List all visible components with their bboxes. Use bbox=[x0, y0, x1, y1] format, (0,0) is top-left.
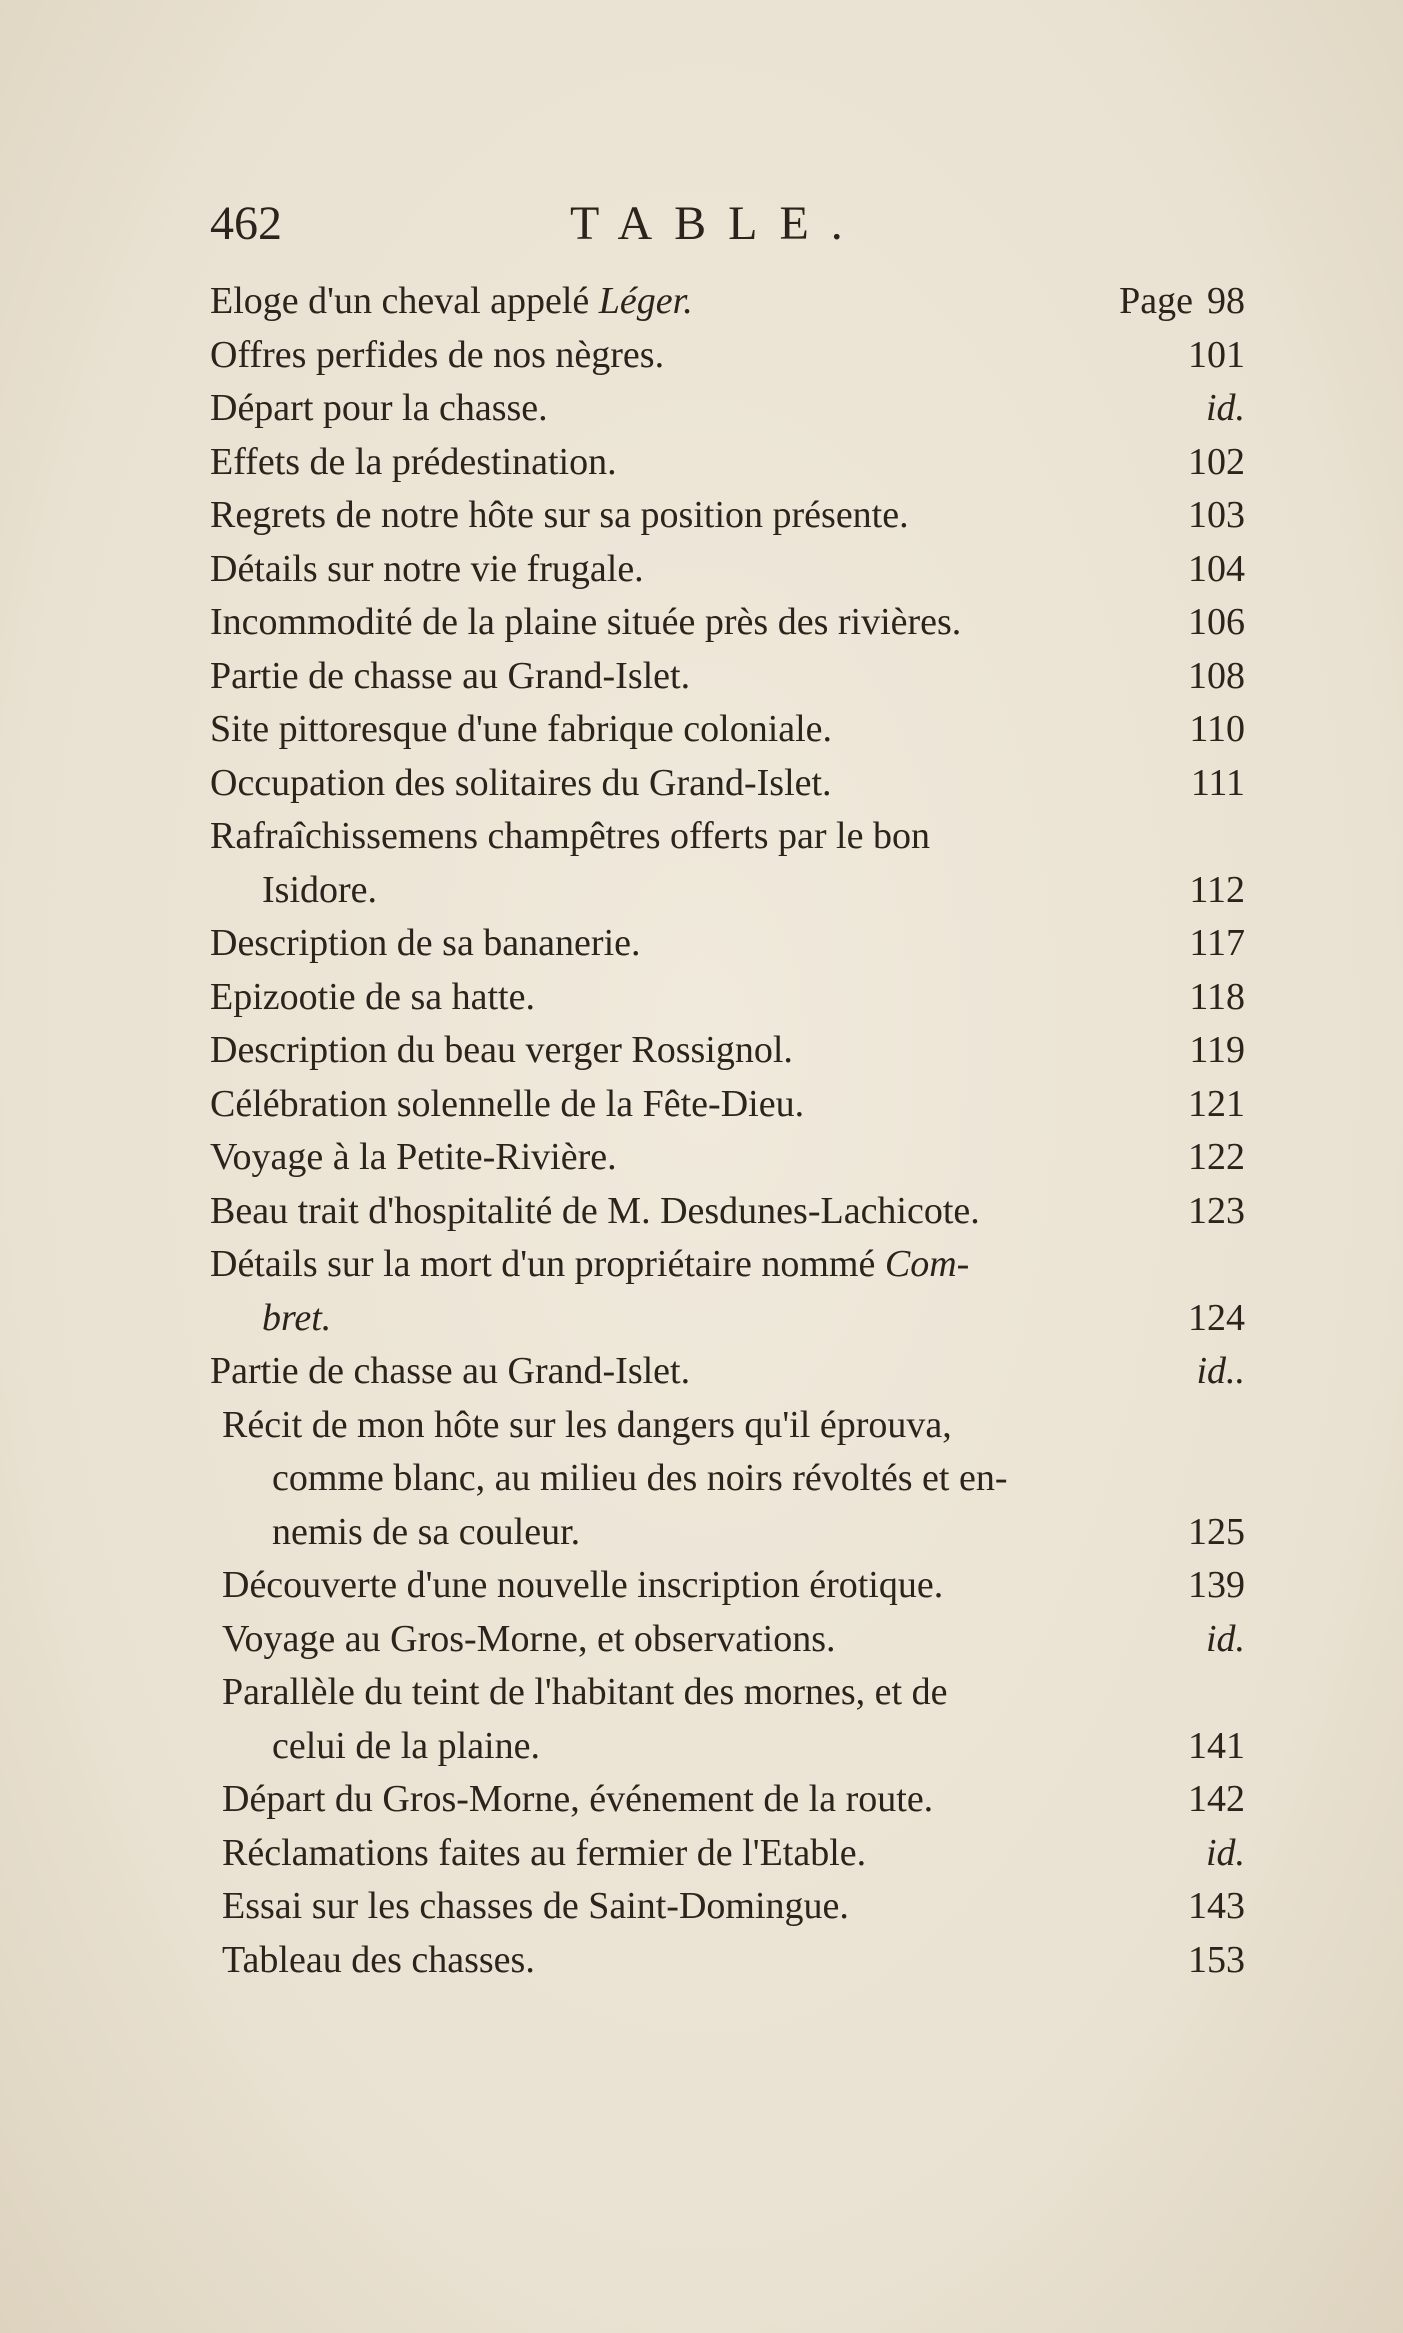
toc-entry-title bbox=[210, 1185, 980, 1239]
toc-entry-text: Effets de la prédestination. bbox=[210, 440, 617, 483]
toc-entry-title bbox=[210, 436, 617, 490]
toc-entry-title bbox=[210, 650, 690, 704]
page-number-ref: 123 bbox=[1188, 1189, 1245, 1232]
toc-entry-page bbox=[1189, 864, 1245, 918]
toc-entry-text: Départ pour la chasse. bbox=[210, 387, 548, 429]
toc-entry-text: Parallèle du teint de l'habitant des mornes, et de bbox=[222, 1671, 948, 1713]
toc-entry-title bbox=[210, 1238, 969, 1292]
toc-entry bbox=[210, 382, 1245, 436]
toc-entry-page bbox=[1188, 1773, 1245, 1827]
toc-entry-page bbox=[1191, 757, 1245, 811]
toc-entry-text: celui de la plaine. bbox=[272, 1724, 540, 1767]
toc-entry-page bbox=[1188, 1078, 1245, 1132]
toc-entry-text: Rafraîchissemens champêtres offerts par le bon bbox=[210, 815, 930, 857]
toc-entry-title bbox=[210, 971, 535, 1025]
toc-entry-title bbox=[210, 1024, 793, 1078]
page-number-ref: 106 bbox=[1188, 601, 1245, 643]
toc-entry-italic-text: bret. bbox=[262, 1296, 332, 1339]
toc-entry-text: Départ du Gros-Morne, événement de la route. bbox=[222, 1778, 934, 1820]
toc-entry bbox=[210, 971, 1245, 1025]
toc-entry-title bbox=[210, 810, 930, 864]
toc-entry bbox=[210, 1345, 1245, 1399]
toc-entry bbox=[210, 1399, 1245, 1453]
toc-entry-page bbox=[1188, 1185, 1245, 1239]
toc-entry-title bbox=[210, 917, 641, 971]
toc-entry-text: Isidore. bbox=[262, 868, 378, 911]
toc-entry-text: Epizootie de sa hatte. bbox=[210, 975, 535, 1018]
toc-entry-page bbox=[1188, 489, 1245, 543]
page-number-ref: 143 bbox=[1188, 1885, 1245, 1927]
toc-entry-text: Célébration solennelle de la Fête-Dieu. bbox=[210, 1082, 805, 1125]
toc-entry-page bbox=[1189, 1024, 1245, 1078]
toc-entry-title bbox=[210, 275, 693, 329]
toc-entry bbox=[210, 1720, 1245, 1774]
toc-entry-title bbox=[210, 1078, 804, 1132]
toc-entry-text: Essai sur les chasses de Saint-Domingue. bbox=[222, 1885, 849, 1927]
toc-entry-page bbox=[1188, 1292, 1245, 1346]
toc-entry bbox=[210, 1880, 1245, 1934]
toc-entry bbox=[210, 1131, 1245, 1185]
page-number-ref: 111 bbox=[1190, 761, 1245, 804]
toc-entry bbox=[210, 596, 1245, 650]
page-number-ref: id. bbox=[1205, 1831, 1245, 1874]
page-number-ref: 101 bbox=[1188, 333, 1245, 376]
toc-entry bbox=[210, 436, 1245, 490]
toc-entry bbox=[210, 650, 1245, 704]
page-number-ref: 153 bbox=[1188, 1938, 1245, 1981]
toc-entry-text: Occupation des solitaires du Grand-Islet. bbox=[210, 761, 832, 804]
toc-entry-title bbox=[272, 1720, 540, 1774]
page-number-ref: 110 bbox=[1189, 708, 1245, 750]
page-number-ref: 112 bbox=[1189, 868, 1245, 911]
toc-entry-text: Partie de chasse au Grand-Islet. bbox=[210, 1350, 691, 1392]
toc-entry-italic-text: Com- bbox=[884, 1243, 970, 1285]
toc-entry bbox=[210, 703, 1245, 757]
page-number-ref: 117 bbox=[1189, 922, 1245, 964]
page-number-ref: 142 bbox=[1188, 1778, 1245, 1820]
toc-entry-page bbox=[1188, 1720, 1245, 1774]
page-number-ref: 125 bbox=[1188, 1510, 1245, 1553]
toc-entry-title bbox=[222, 1399, 952, 1453]
toc-entry-title bbox=[262, 1292, 331, 1346]
toc-entry-title bbox=[210, 489, 909, 543]
toc-entry-title bbox=[222, 1773, 933, 1827]
toc-entry-title bbox=[222, 1827, 866, 1881]
page-header bbox=[210, 196, 1245, 256]
toc-entry-page bbox=[1119, 275, 1245, 329]
toc-entry bbox=[210, 1292, 1245, 1346]
toc-entry-title bbox=[222, 1613, 836, 1667]
toc-entry bbox=[210, 1024, 1245, 1078]
page-number-ref: 104 bbox=[1188, 547, 1245, 590]
toc-entry bbox=[210, 810, 1245, 864]
toc-entry-page bbox=[1188, 543, 1245, 597]
toc-entry-title bbox=[210, 703, 832, 757]
toc-entry-title bbox=[222, 1880, 849, 1934]
toc-entry bbox=[210, 1827, 1245, 1881]
toc-entry-title bbox=[210, 596, 961, 650]
toc-entry bbox=[210, 1666, 1245, 1720]
toc-entry-text: Voyage à la Petite-Rivière. bbox=[210, 1136, 617, 1178]
toc-entry-title bbox=[210, 1345, 690, 1399]
toc-entry-text: Récit de mon hôte sur les dangers qu'il éprouva, bbox=[222, 1403, 952, 1446]
page-number: 462 bbox=[210, 197, 282, 250]
toc-entry-italic-text: Léger. bbox=[598, 280, 693, 322]
toc-entry-page bbox=[1188, 650, 1245, 704]
toc-entry-page bbox=[1188, 1559, 1245, 1613]
toc-entry-page bbox=[1188, 1880, 1245, 1934]
page-number-ref: 103 bbox=[1188, 494, 1245, 536]
toc-entry-text: Eloge d'un cheval appelé bbox=[210, 280, 599, 322]
toc-entry-text: Partie de chasse au Grand-Islet. bbox=[210, 654, 691, 697]
toc-entry-text: Offres perfides de nos nègres. bbox=[210, 333, 665, 376]
page-number-ref: id. bbox=[1205, 1617, 1245, 1660]
toc-entry-page bbox=[1189, 917, 1245, 971]
toc-entry bbox=[210, 1238, 1245, 1292]
page-number-ref: 108 bbox=[1188, 654, 1245, 697]
toc-entry bbox=[210, 757, 1245, 811]
toc-entry bbox=[210, 489, 1245, 543]
toc-entry bbox=[210, 543, 1245, 597]
toc-entry-page bbox=[1188, 596, 1245, 650]
toc-entry-title bbox=[210, 543, 644, 597]
toc-entry-page bbox=[1206, 1827, 1245, 1881]
toc-entry-text: Description du beau verger Rossignol. bbox=[210, 1029, 793, 1071]
toc-entry bbox=[210, 864, 1245, 918]
toc-entry-page bbox=[1188, 436, 1245, 490]
toc-entry-page bbox=[1189, 703, 1245, 757]
page-number-ref: 139 bbox=[1188, 1564, 1245, 1606]
toc-entry-page bbox=[1189, 971, 1245, 1025]
section-title: TABLE. bbox=[570, 197, 865, 250]
toc-entry-text: Description de sa bananerie. bbox=[210, 922, 641, 964]
toc-entry bbox=[210, 917, 1245, 971]
toc-entry-title bbox=[210, 329, 664, 383]
toc-entry bbox=[210, 1773, 1245, 1827]
toc-entry-text: Détails sur la mort d'un propriétaire nommé bbox=[210, 1243, 885, 1285]
page-number-ref: id.. bbox=[1196, 1350, 1245, 1392]
toc-entry-text: Tableau des chasses. bbox=[222, 1938, 535, 1981]
toc-entry-page bbox=[1188, 1506, 1245, 1560]
toc-entry-page bbox=[1188, 329, 1245, 383]
page-number-ref: 122 bbox=[1188, 1136, 1245, 1178]
page-number-ref: 98 bbox=[1207, 280, 1245, 322]
page-number-ref: 141 bbox=[1188, 1724, 1245, 1767]
page-number-ref: 102 bbox=[1188, 440, 1245, 483]
page-number-ref: 118 bbox=[1189, 975, 1245, 1018]
toc-entry bbox=[210, 1452, 1245, 1506]
table-of-contents bbox=[210, 275, 1245, 1987]
toc-entry-page bbox=[1188, 1934, 1245, 1988]
toc-entry-title bbox=[210, 382, 548, 436]
page-number-ref: 124 bbox=[1188, 1296, 1245, 1339]
toc-entry bbox=[210, 1559, 1245, 1613]
toc-entry-page bbox=[1196, 1345, 1245, 1399]
toc-entry-title bbox=[222, 1934, 535, 1988]
toc-entry-text: Incommodité de la plaine située près des rivières. bbox=[210, 601, 962, 643]
toc-entry bbox=[210, 329, 1245, 383]
toc-entry-text: nemis de sa couleur. bbox=[272, 1510, 581, 1553]
toc-entry bbox=[210, 1078, 1245, 1132]
toc-entry-title bbox=[272, 1452, 1008, 1506]
toc-entry-page bbox=[1206, 1613, 1245, 1667]
toc-entry-text: Découverte d'une nouvelle inscription érotique. bbox=[222, 1564, 944, 1606]
toc-entry-text: Réclamations faites au fermier de l'Etable. bbox=[222, 1831, 867, 1874]
toc-entry-text: comme blanc, au milieu des noirs révoltés et en- bbox=[272, 1457, 1008, 1499]
toc-entry bbox=[210, 275, 1245, 329]
toc-entry-page bbox=[1206, 382, 1245, 436]
toc-entry-text: Site pittoresque d'une fabrique coloniale. bbox=[210, 708, 833, 750]
toc-entry-title bbox=[262, 864, 377, 918]
toc-entry bbox=[210, 1506, 1245, 1560]
toc-entry-title bbox=[222, 1666, 947, 1720]
toc-entry bbox=[210, 1934, 1245, 1988]
toc-entry-text: Détails sur notre vie frugale. bbox=[210, 547, 644, 590]
page-number-ref: 119 bbox=[1189, 1029, 1245, 1071]
toc-entry-text: Regrets de notre hôte sur sa position présente. bbox=[210, 494, 909, 536]
toc-entry-page bbox=[1188, 1131, 1245, 1185]
toc-entry bbox=[210, 1613, 1245, 1667]
toc-entry-title bbox=[210, 757, 832, 811]
toc-entry-text: Beau trait d'hospitalité de M. Desdunes-Lachicote. bbox=[210, 1189, 980, 1232]
toc-entry-title bbox=[222, 1559, 943, 1613]
toc-entry-title bbox=[272, 1506, 580, 1560]
toc-entry-text: Voyage au Gros-Morne, et observations. bbox=[222, 1617, 836, 1660]
page-number-ref: id. bbox=[1205, 387, 1245, 429]
page-number-ref: 121 bbox=[1188, 1082, 1245, 1125]
toc-entry-title bbox=[210, 1131, 617, 1185]
toc-entry bbox=[210, 1185, 1245, 1239]
page-label: Page bbox=[1119, 280, 1193, 322]
